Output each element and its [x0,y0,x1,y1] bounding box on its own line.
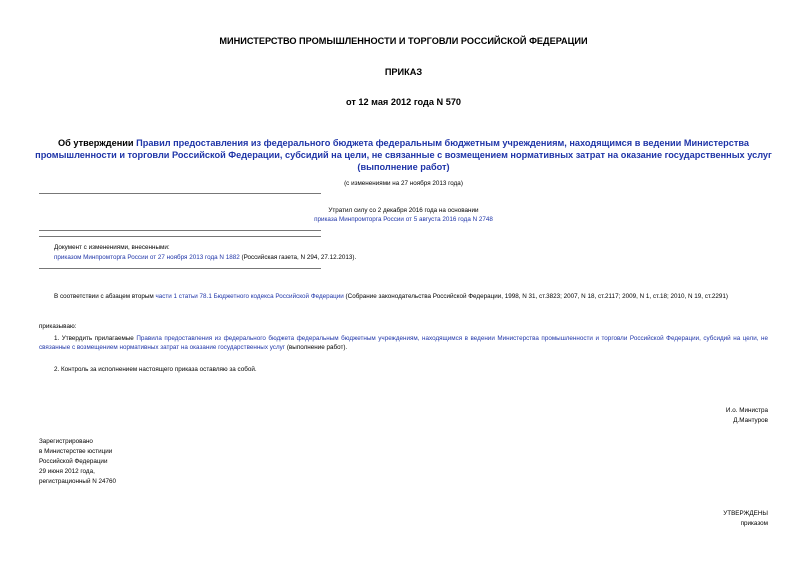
divider [39,268,321,269]
approved-label: УТВЕРЖДЕНЫ [723,510,768,517]
rules-title-link-line-2[interactable]: промышленности и торговли Российской Федерации, субсидий на цели, не связанные с возмещением нормативных затрат на оказание государственных услуг [35,150,772,160]
item-1-rest: (выполнение работ). [285,343,348,351]
changes-source: (Российская газета, N 294, 27.12.2013). [239,254,357,261]
registration-line-3: Российской Федерации [39,458,108,465]
divider [39,236,321,237]
budget-code-link[interactable]: части 1 статьи 78.1 Бюджетного кодекса Российской Федерации [155,293,344,300]
registration-line-1: Зарегистрировано [39,438,93,445]
item-2-paragraph: 2. Контроль за исполнением настоящего приказа оставляю за собой. [54,366,257,373]
amendment-note: (с изменениями на 27 ноября 2013 года) [344,180,463,187]
registration-line-4: 29 июня 2012 года, [39,468,95,475]
preamble-rest: (Собрание законодательства Российской Федерации, 1998, N 31, ст.3823; 2007, N 18, ст.2117; 2009, N 1, ст.18; 2010, N 19, ст.2291) [343,293,728,300]
preamble-paragraph [39,293,768,302]
approved-by-order: приказом [740,520,768,527]
document-title [0,137,807,173]
signatory-name: Д.Мантуров [733,417,768,424]
changes-line [54,254,356,263]
item-1-prefix: 1. Утвердить прилагаемые [54,335,137,342]
divider [39,193,321,194]
preamble-prefix: В соответствии с абзацем вторым [54,293,156,300]
item-1-paragraph [39,335,768,352]
amending-order-link[interactable]: приказом Минпромторга России от 27 ноября 2013 года N 1882 [54,254,240,261]
registration-line-2: в Министерстве юстиции [39,448,113,455]
document-type: ПРИКАЗ [384,67,423,77]
rules-link[interactable]: Правила предоставления из федерального бюджета федеральным бюджетным учреждениям, находящимся в ведении Министерства промышленности и торговли Российской Федерации, субсидий на цели, не связанные с возмещением нормативных затрат на оказание государственных услуг [39,335,768,351]
changes-intro: Документ с изменениями, внесенными: [54,244,170,251]
title-prefix: Об утверждении [58,138,137,148]
rules-title-link[interactable]: Правил предоставления из федерального бюджета федеральным бюджетным учреждениям, находящимся в ведении Министерства [136,138,749,148]
signatory-role: И.о. Министра [725,407,768,414]
ministry-heading: МИНИСТЕРСТВО ПРОМЫШЛЕННОСТИ И ТОРГОВЛИ РОССИЙСКОЙ ФЕДЕРАЦИИ [219,36,588,46]
divider [39,230,321,231]
document-date-number: от 12 мая 2012 года N 570 [345,97,462,107]
rules-title-link-line-3[interactable]: (выполнение работ) [357,162,450,172]
orders-word: приказываю: [39,323,77,330]
lost-force-notice: Утратил силу со 2 декабря 2016 года на основании [328,207,479,214]
lost-force-order-link[interactable]: приказа Минпромторга России от 5 августа 2016 года N 2748 [314,216,493,223]
registration-line-5: регистрационный N 24760 [39,478,117,485]
title-line-1 [0,137,807,149]
